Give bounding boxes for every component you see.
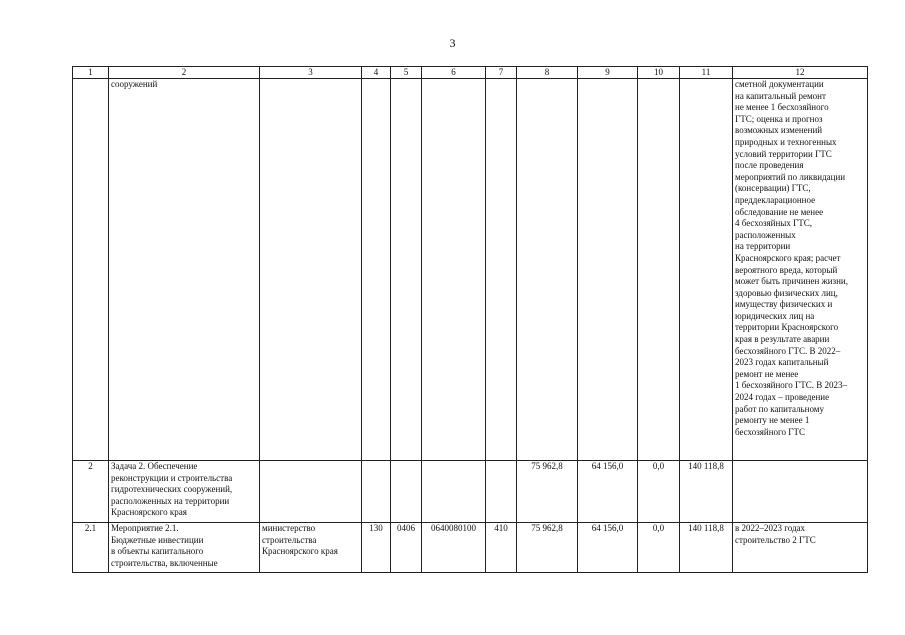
cell-expected-result: сметной документации на капитальный ремонт не менее 1 бесхозяйного ГТС; оценка и прогноз возможных изменений природных и техногенных условий территории ГТС после проведения мероприятий по ликвидации (консервации) ГТС, преддекларационное обследование не менее 4 бесхозяйных ГТС, расположенных на территории Красноярского края; расчет вероятного вреда, который может быть причинен жизни, здоровью физических лиц, имуществу физических и юридических лиц на территории Красноярского края в результате аварии бесхозяйного ГТС. В 2022– 2023 годах капитальный ремонт не менее 1 бесхозяйного ГТС. В 2023– 2024 годах – проведение работ по капитальному ремонту не менее 1 бесхозяйного ГТС bbox=[733, 79, 868, 461]
cell-amount-2023: 64 156,0 bbox=[578, 523, 638, 573]
cell-amount-2022: 75 962,8 bbox=[517, 461, 578, 523]
column-number-row bbox=[73, 67, 868, 79]
cell-name: сооружений bbox=[109, 79, 260, 461]
cell-amount-2024: 0,0 bbox=[638, 461, 680, 523]
cell-num bbox=[73, 79, 109, 461]
cell-grbs: 130 bbox=[362, 523, 391, 573]
cell-expected-result bbox=[733, 461, 868, 523]
cell-name: Задача 2. Обеспечение реконструкции и строительства гидротехнических сооружений, расположенных на территории Красноярского края bbox=[109, 461, 260, 523]
column-number-cell: 6 bbox=[422, 67, 486, 79]
cell-rzpr: 0406 bbox=[391, 523, 422, 573]
cell-amount-2024: 0,0 bbox=[638, 523, 680, 573]
cell-name: Мероприятие 2.1. Бюджетные инвестиции в объекты капитального строительства, включенные bbox=[109, 523, 260, 573]
column-number-cell: 11 bbox=[680, 67, 733, 79]
table-row-continuation bbox=[73, 79, 868, 461]
cell-amount-total: 140 118,8 bbox=[680, 461, 733, 523]
column-number-cell: 2 bbox=[109, 67, 260, 79]
table-row-task-2 bbox=[73, 461, 868, 523]
column-number-cell: 8 bbox=[517, 67, 578, 79]
cell-amount-2022: 75 962,8 bbox=[517, 523, 578, 573]
cell-amount-2023: 64 156,0 bbox=[578, 461, 638, 523]
table-row-measure-2-1 bbox=[73, 523, 868, 573]
cell-csr: 0640080100 bbox=[422, 523, 486, 573]
column-number-cell: 10 bbox=[638, 67, 680, 79]
column-number-cell: 12 bbox=[733, 67, 868, 79]
program-table bbox=[72, 66, 868, 573]
cell-executor bbox=[260, 461, 362, 523]
column-number-cell: 1 bbox=[73, 67, 109, 79]
cell-amount-total: 140 118,8 bbox=[680, 523, 733, 573]
column-number-cell: 5 bbox=[391, 67, 422, 79]
column-number-cell: 3 bbox=[260, 67, 362, 79]
column-number-cell: 7 bbox=[486, 67, 517, 79]
column-number-cell: 4 bbox=[362, 67, 391, 79]
cell-executor bbox=[260, 79, 362, 461]
cell-num: 2.1 bbox=[73, 523, 109, 573]
cell-vr: 410 bbox=[486, 523, 517, 573]
page-number: 3 bbox=[449, 36, 456, 50]
column-number-cell: 9 bbox=[578, 67, 638, 79]
cell-num: 2 bbox=[73, 461, 109, 523]
cell-executor: министерство строительства Красноярского края bbox=[260, 523, 362, 573]
cell-expected-result: в 2022–2023 годах строительство 2 ГТС bbox=[733, 523, 868, 573]
